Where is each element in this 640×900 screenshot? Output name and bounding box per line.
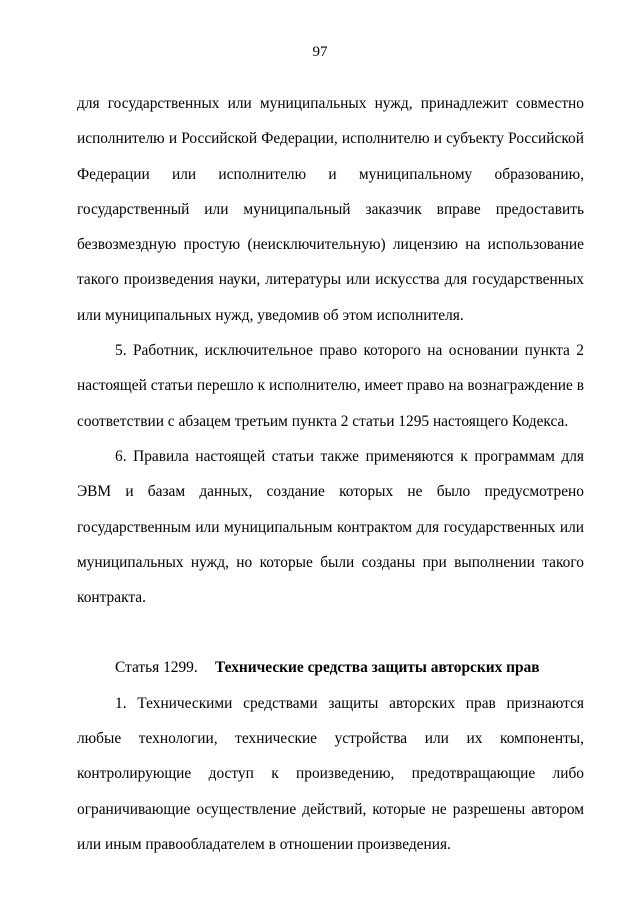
text-line: или муниципальных нужд, уведомив об этом исполнителя. xyxy=(77,306,464,324)
text-line: безвозмездную простую (неисключительную) лицензию на использование xyxy=(77,236,584,254)
text-line: 1. Техническими средствами защиты авторских прав признаются xyxy=(115,694,584,712)
article-title: Технические средства защиты авторских прав xyxy=(215,659,540,677)
article-heading xyxy=(77,650,584,685)
text-line: 6. Правила настоящей статьи также применяются к программам для xyxy=(115,447,584,465)
text-line: 5. Работник, исключительное право которого на основании пункта 2 xyxy=(115,342,584,360)
paragraph-continuation xyxy=(77,86,584,333)
text-line: ограничивающие осуществление действий, которые не разрешены автором xyxy=(77,800,584,818)
text-line: или иным правообладателем в отношении произведения. xyxy=(77,835,451,853)
text-line: такого произведения науки, литературы или искусства для государственных xyxy=(77,271,584,289)
article-number: Статья 1299. xyxy=(115,659,198,677)
paragraph-item-5 xyxy=(77,333,584,439)
section-gap xyxy=(77,615,584,650)
text-line: соответствии с абзацем третьим пункта 2 статьи 1295 настоящего Кодекса. xyxy=(77,412,569,430)
page-number: 97 xyxy=(312,44,328,60)
text-line: контролирующие доступ к произведению, предотвращающие либо xyxy=(77,765,584,783)
article-paragraph-1 xyxy=(77,686,584,862)
text-line: государственный или муниципальный заказчик вправе предоставить xyxy=(77,200,584,218)
paragraph-item-6 xyxy=(77,439,584,615)
text-line: для государственных или муниципальных нужд, принадлежит совместно xyxy=(77,95,584,112)
text-line: государственным или муниципальным контрактом для государственных или xyxy=(77,518,584,536)
text-line: муниципальных нужд, но которые были созданы при выполнении такого xyxy=(77,553,584,571)
text-line: Федерации или исполнителю и муниципальному образованию, xyxy=(77,165,584,183)
text-line: любые технологии, технические устройства или их компоненты, xyxy=(77,730,584,748)
text-line: ЭВМ и базам данных, создание которых не было предусмотрено xyxy=(77,483,584,501)
text-line: исполнителю и Российской Федерации, исполнителю и субъекту Российской xyxy=(77,130,584,148)
document-body xyxy=(77,86,584,862)
text-line: настоящей статьи перешло к исполнителю, имеет право на вознаграждение в xyxy=(77,377,584,395)
text-line: контракта. xyxy=(77,589,146,607)
